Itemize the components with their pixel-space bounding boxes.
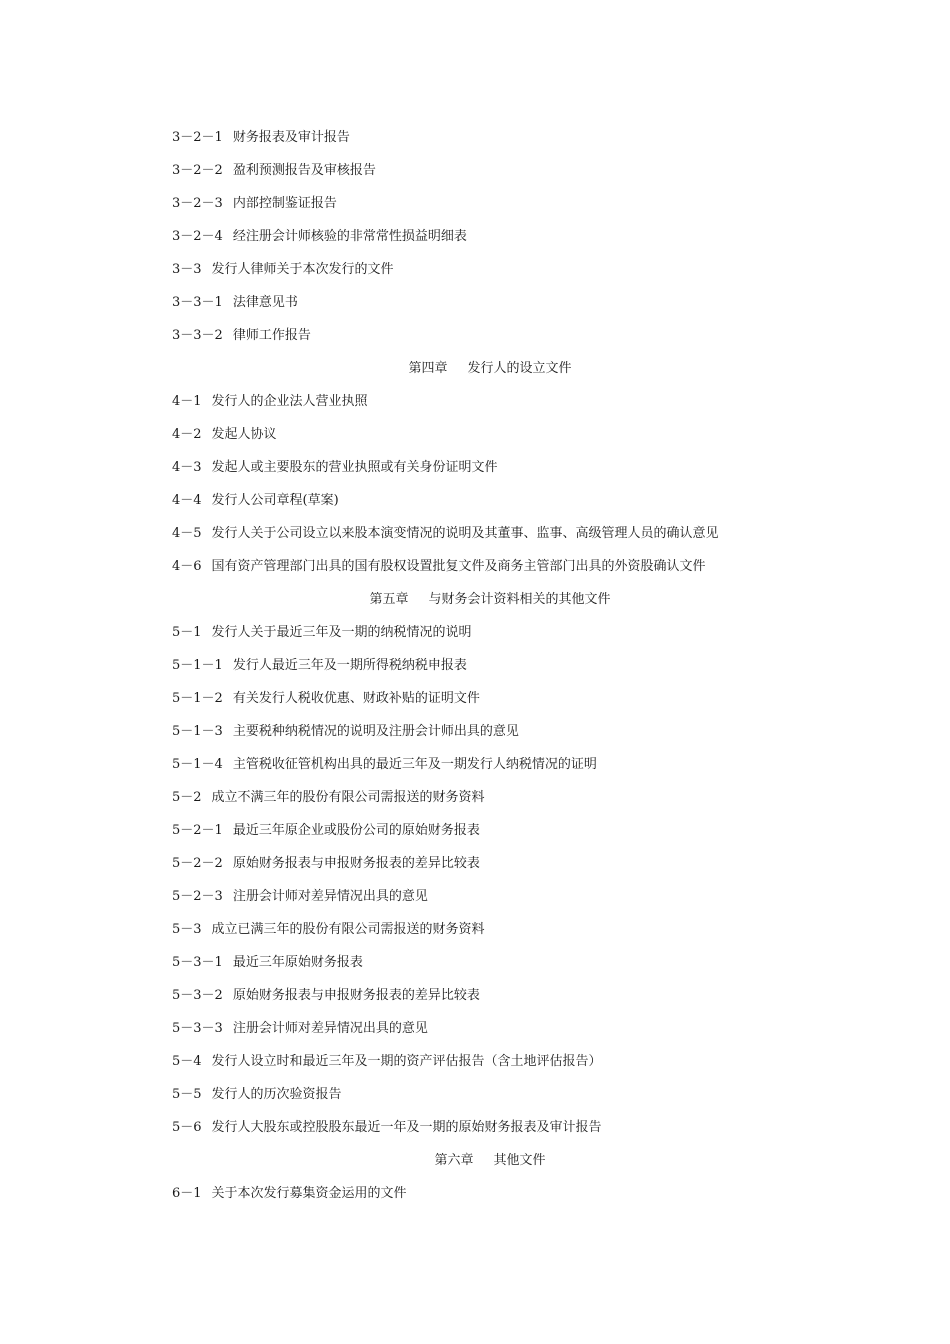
list-item [172,1117,602,1139]
list-item [172,1018,428,1040]
list-item [172,1051,602,1073]
list-item [172,1183,407,1205]
item-text: 发行人关于公司设立以来股本演变情况的说明及其董事、监事、高级管理人员的确认意见 [211,526,719,541]
item-text: 经注册会计师核验的非常常性损益明细表 [232,229,467,244]
item-text: 原始财务报表与申报财务报表的差异比较表 [232,856,480,871]
item-text: 发行人的历次验资报告 [211,1087,342,1102]
item-text: 注册会计师对差异情况出具的意见 [232,889,428,904]
item-number: 5－1－3 [172,724,223,739]
list-item [172,556,706,578]
chapter-title: 与财务会计资料相关的其他文件 [428,592,611,607]
list-item [172,490,339,512]
chapter-heading [0,358,950,380]
list-item [172,787,485,809]
item-text: 最近三年原始财务报表 [232,955,363,970]
item-text: 发行人设立时和最近三年及一期的资产评估报告（含土地评估报告） [211,1054,602,1069]
item-number: 5－6 [172,1120,202,1135]
list-item [172,292,298,314]
item-text: 内部控制鉴证报告 [232,196,337,211]
item-number: 4－2 [172,427,202,442]
item-number: 4－6 [172,559,202,574]
item-text: 成立不满三年的股份有限公司需报送的财务资料 [211,790,485,805]
item-text: 成立已满三年的股份有限公司需报送的财务资料 [211,922,485,937]
list-item [172,688,480,710]
chapter-heading [0,589,950,611]
item-text: 律师工作报告 [232,328,311,343]
item-text: 发行人的企业法人营业执照 [211,394,368,409]
item-number: 4－1 [172,394,202,409]
item-text: 法律意见书 [232,295,298,310]
item-number: 6－1 [172,1186,202,1201]
item-number: 4－3 [172,460,202,475]
item-number: 3－2－2 [172,163,223,178]
list-item [172,952,363,974]
item-number: 3－3－2 [172,328,223,343]
item-number: 5－3－2 [172,988,223,1003]
list-item [172,391,368,413]
list-item [172,919,485,941]
item-text: 盈利预测报告及审核报告 [232,163,376,178]
chapter-number: 第五章 [369,592,409,607]
list-item [172,160,376,182]
item-number: 3－3 [172,262,202,277]
list-item [172,226,467,248]
list-item [172,655,467,677]
item-text: 发起人或主要股东的营业执照或有关身份证明文件 [211,460,498,475]
item-text: 发行人公司章程(草案) [211,493,339,508]
item-text: 发行人关于最近三年及一期的纳税情况的说明 [211,625,472,640]
list-item [172,754,597,776]
list-item [172,721,519,743]
list-item [172,457,498,479]
item-text: 发起人协议 [211,427,277,442]
item-number: 5－2－1 [172,823,223,838]
list-item [172,985,480,1007]
chapter-title: 其他文件 [493,1153,546,1168]
item-text: 国有资产管理部门出具的国有股权设置批复文件及商务主管部门出具的外资股确认文件 [211,559,706,574]
item-number: 3－2－3 [172,196,223,211]
item-number: 5－3－3 [172,1021,223,1036]
item-number: 5－1－4 [172,757,223,772]
item-number: 5－2－3 [172,889,223,904]
item-text: 注册会计师对差异情况出具的意见 [232,1021,428,1036]
chapter-heading [0,1150,950,1172]
item-text: 主要税种纳税情况的说明及注册会计师出具的意见 [232,724,519,739]
list-item [172,886,428,908]
chapter-number: 第六章 [434,1153,474,1168]
item-text: 财务报表及审计报告 [232,130,350,145]
item-number: 5－4 [172,1054,202,1069]
item-text: 关于本次发行募集资金运用的文件 [211,1186,407,1201]
item-number: 3－3－1 [172,295,223,310]
item-number: 5－3－1 [172,955,223,970]
item-number: 5－2 [172,790,202,805]
list-item [172,820,480,842]
item-text: 发行人大股东或控股股东最近一年及一期的原始财务报表及审计报告 [211,1120,602,1135]
list-item [172,853,480,875]
list-item [172,1084,342,1106]
chapter-number: 第四章 [408,361,448,376]
item-number: 4－5 [172,526,202,541]
item-number: 5－1 [172,625,202,640]
item-text: 原始财务报表与申报财务报表的差异比较表 [232,988,480,1003]
list-item [172,259,394,281]
list-item [172,193,337,215]
item-number: 5－3 [172,922,202,937]
item-number: 5－1－2 [172,691,223,706]
item-number: 3－2－1 [172,130,223,145]
item-number: 3－2－4 [172,229,223,244]
item-number: 4－4 [172,493,202,508]
list-item [172,523,719,545]
item-text: 发行人律师关于本次发行的文件 [211,262,394,277]
item-text: 发行人最近三年及一期所得税纳税申报表 [232,658,467,673]
item-text: 主管税收征管机构出具的最近三年及一期发行人纳税情况的证明 [232,757,597,772]
item-number: 5－2－2 [172,856,223,871]
list-item [172,325,311,347]
item-number: 5－5 [172,1087,202,1102]
list-item [172,622,472,644]
item-text: 最近三年原企业或股份公司的原始财务报表 [232,823,480,838]
list-item [172,424,277,446]
list-item [172,127,350,149]
chapter-title: 发行人的设立文件 [467,361,572,376]
item-text: 有关发行人税收优惠、财政补贴的证明文件 [232,691,480,706]
item-number: 5－1－1 [172,658,223,673]
